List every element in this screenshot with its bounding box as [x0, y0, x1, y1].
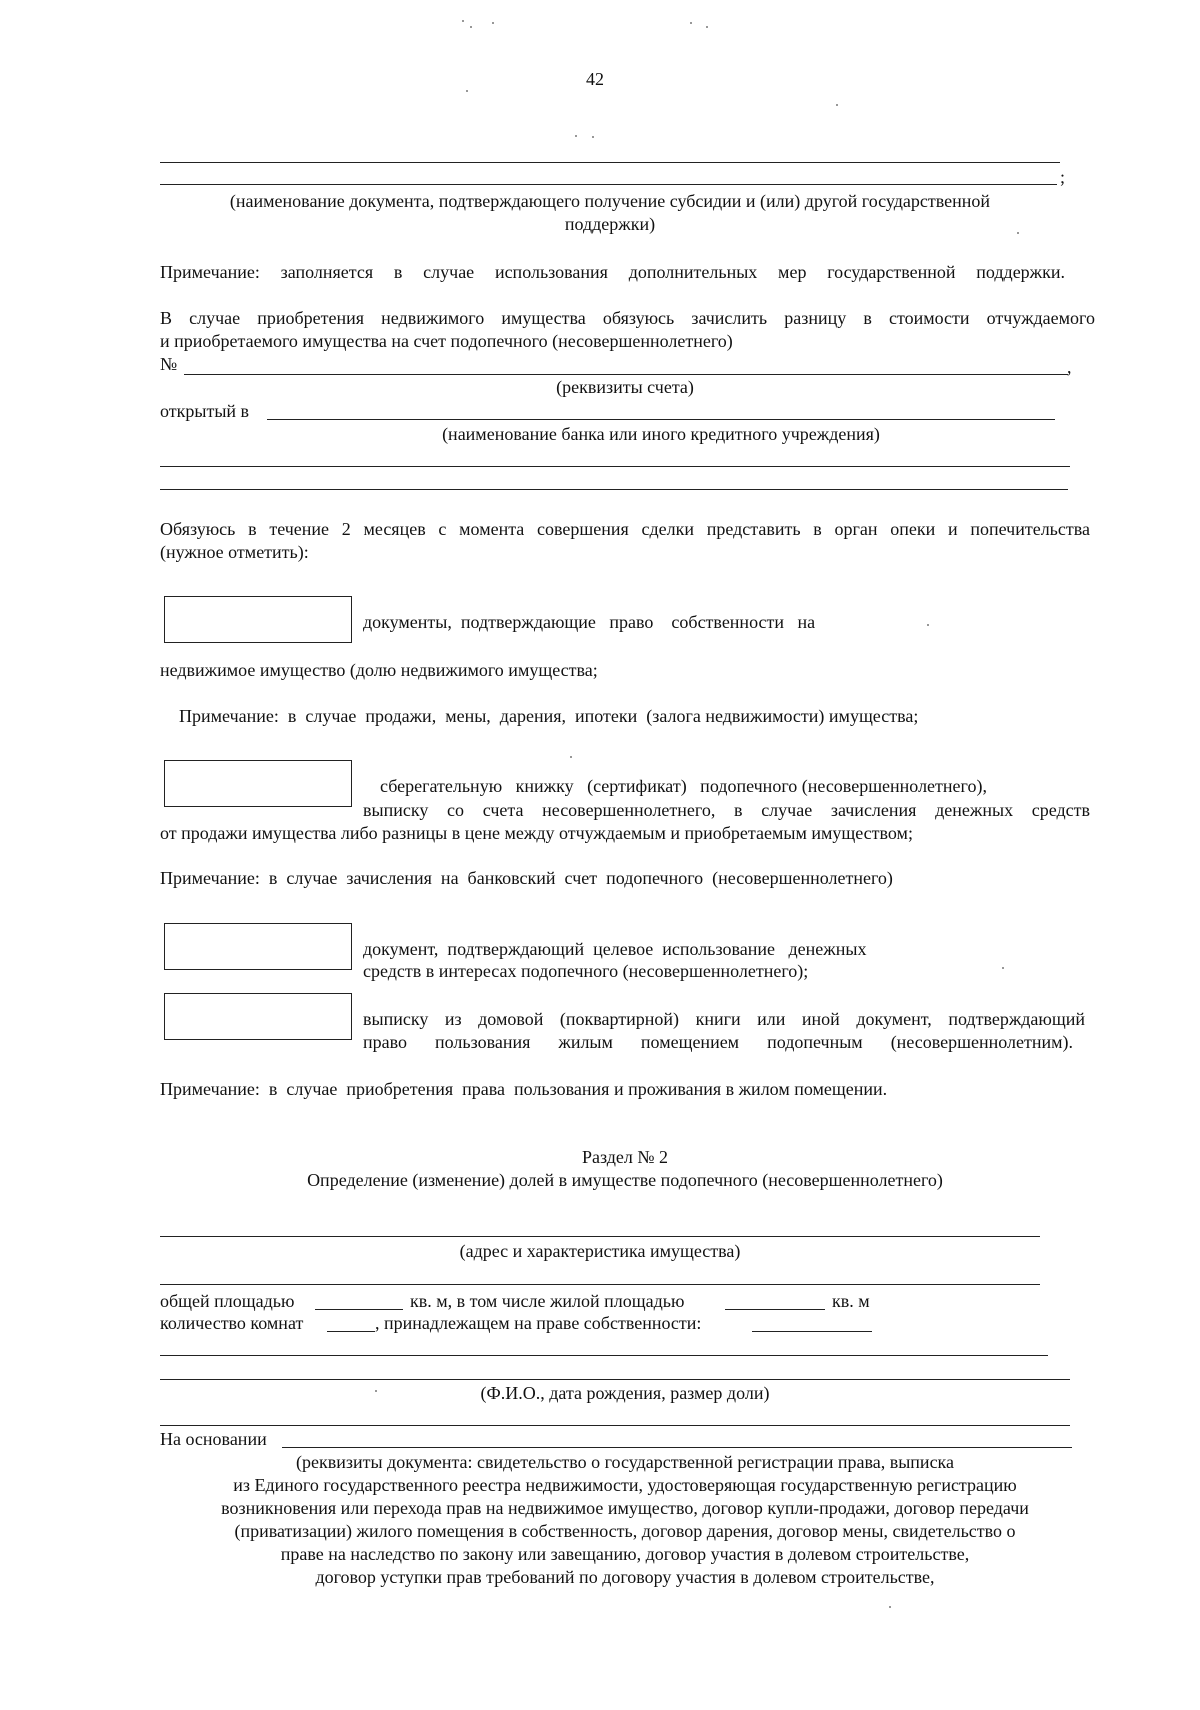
scan-speck: [927, 624, 929, 626]
option-text: документы, подтверждающие право собственности на: [363, 612, 816, 632]
option-text: сберегательную книжку (сертификат) подопечного (несовершеннолетнего),: [380, 776, 987, 796]
paragraph-line: Обязуюсь в течение 2 месяцев с момента совершения сделки представить в орган опеки и попечительства: [160, 519, 1090, 539]
checkbox-house-book[interactable]: [164, 993, 352, 1040]
scan-speck: [836, 104, 838, 106]
fill-line[interactable]: [160, 1425, 1070, 1426]
scan-speck: [492, 22, 494, 24]
fill-line[interactable]: [160, 1355, 1048, 1356]
note-text: Примечание: в случае продажи, мены, дарения, ипотеки (залога недвижимости) имущества;: [179, 706, 919, 726]
option-text: средств в интересах подопечного (несовершеннолетнего);: [363, 961, 809, 981]
scan-speck: [1002, 967, 1004, 969]
field-caption: (адрес и характеристика имущества): [459, 1241, 741, 1261]
scan-speck: [690, 22, 692, 24]
living-area-field[interactable]: [725, 1309, 825, 1310]
basis-caption-line: договор уступки прав требований по договору участия в долевом строительстве,: [315, 1567, 935, 1587]
opened-label: открытый в: [160, 401, 250, 421]
option-text: документ, подтверждающий целевое использование денежных: [363, 939, 867, 959]
living-unit: кв. м: [832, 1291, 870, 1311]
scan-speck: [466, 90, 468, 92]
basis-caption-line: (реквизиты документа: свидетельство о государственной регистрации права, выписка: [295, 1452, 955, 1472]
area-label: общей площадью: [160, 1291, 295, 1311]
note-text: Примечание: заполняется в случае использования дополнительных мер государственной поддержки.: [160, 262, 1065, 282]
checkbox-target-use[interactable]: [164, 923, 352, 970]
note-text: Примечание: в случае зачисления на банковский счет подопечного (несовершеннолетнего): [160, 868, 893, 888]
option-text: выписку из домовой (поквартирной) книги или иной документ, подтверждающий: [363, 1009, 1085, 1029]
basis-caption-line: (приватизации) жилого помещения в собственность, договор дарения, договор мены, свидетельство о: [234, 1521, 1016, 1541]
paragraph-line: (нужное отметить):: [160, 542, 309, 562]
fill-line[interactable]: [160, 162, 1060, 163]
fill-line[interactable]: [160, 466, 1070, 467]
basis-caption-line: возникновения или перехода прав на недвижимое имущество, договор купли-продажи, договор передачи: [221, 1498, 1029, 1518]
rooms-field[interactable]: [327, 1331, 375, 1332]
owner-field[interactable]: [160, 1379, 1070, 1380]
field-caption: (наименование документа, подтверждающего получение субсидии и (или) другой государственной: [229, 191, 991, 211]
ownership-label: , принадлежащем на праве собственности:: [375, 1313, 702, 1333]
scan-speck: [575, 135, 577, 137]
section-title: Раздел № 2: [581, 1147, 669, 1167]
field-caption: поддержки): [564, 214, 656, 234]
scan-speck: [706, 26, 708, 28]
checkbox-savings-book[interactable]: [164, 760, 352, 807]
option-text: выписку со счета несовершеннолетнего, в случае зачисления денежных средств: [363, 800, 1090, 820]
scan-speck: [470, 26, 472, 28]
paragraph-line: В случае приобретения недвижимого имущества обязуюсь зачислить разницу в стоимости отчуждаемого: [160, 308, 1095, 328]
checkbox-property-docs[interactable]: [164, 596, 352, 643]
rooms-label: количество комнат: [160, 1313, 304, 1333]
option-text: право пользования жилым помещением подопечным (несовершеннолетним).: [363, 1032, 1073, 1052]
field-caption: (Ф.И.О., дата рождения, размер доли): [480, 1383, 770, 1403]
note-text: Примечание: в случае приобретения права пользования и проживания в жилом помещении.: [160, 1079, 888, 1099]
bank-name-field[interactable]: [267, 419, 1055, 420]
number-label: №: [160, 354, 178, 374]
field-caption: (наименование банка или иного кредитного учреждения): [442, 424, 880, 444]
basis-caption-line: праве на наследство по закону или завещанию, договор участия в долевом строительстве,: [280, 1544, 970, 1564]
basis-label: На основании: [160, 1429, 267, 1449]
scan-speck: [889, 1606, 891, 1608]
address-field[interactable]: [160, 1236, 1040, 1237]
line-end-mark: ,: [1067, 357, 1072, 377]
ownership-field[interactable]: [752, 1331, 872, 1332]
total-area-field[interactable]: [315, 1309, 403, 1310]
area-unit: кв. м, в том числе жилой площадью: [410, 1291, 685, 1311]
basis-caption-line: из Единого государственного реестра недвижимости, удостоверяющая государственную регистрацию: [233, 1475, 1017, 1495]
option-text: от продажи имущества либо разницы в цене между отчуждаемым и приобретаемым имуществом;: [160, 823, 913, 843]
scan-speck: [592, 136, 594, 138]
fill-line[interactable]: [160, 1284, 1040, 1285]
basis-field[interactable]: [282, 1447, 1072, 1448]
paragraph-line: и приобретаемого имущества на счет подопечного (несовершеннолетнего): [160, 331, 733, 351]
scan-speck: [570, 756, 572, 758]
option-text: недвижимое имущество (долю недвижимого имущества;: [160, 660, 598, 680]
fill-line[interactable]: [160, 184, 1057, 185]
fill-line[interactable]: [160, 489, 1068, 490]
section-subtitle: Определение (изменение) долей в имуществе подопечного (несовершеннолетнего): [307, 1170, 943, 1190]
account-number-field[interactable]: [184, 374, 1068, 375]
line-end-mark: ;: [1060, 167, 1066, 187]
field-caption: (реквизиты счета): [556, 377, 694, 397]
page-number: 42: [586, 69, 604, 89]
scan-speck: [462, 20, 464, 22]
